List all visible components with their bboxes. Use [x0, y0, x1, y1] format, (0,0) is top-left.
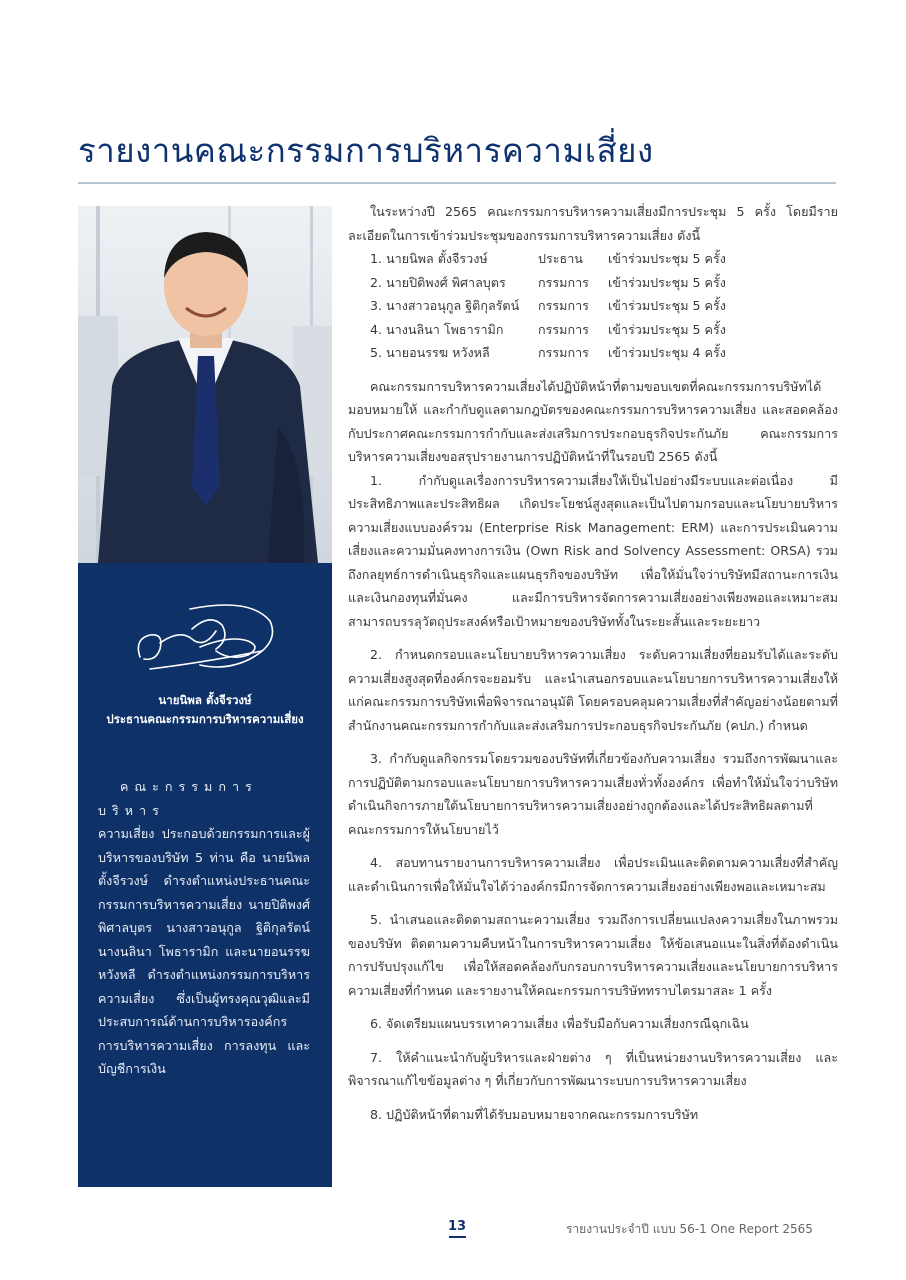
member-attendance-list: [348, 247, 838, 365]
member-attendance: เข้าร่วมประชุม 4 ครั้ง: [608, 345, 726, 360]
member-row: [370, 294, 838, 318]
committee-description-text: ความเสี่ยง ประกอบด้วยกรรมการและผู้บริหารของบริษัท 5 ท่าน คือ นายนิพล ตั้งจีรวงษ์ ดำรงตำแหน่งประธานคณะกรรมการบริหารความเสี่ยง นายปิติพงศ์ พิศาลบุตร นางสาวอนุกูล ฐิติกุลรัตน์ นางนลินา โพธารามิก และนายอนรรฆ หวังหลี ดำรงตำแหน่งกรรมการบริหารความเสี่ยง ซึ่งเป็นผู้ทรงคุณวุฒิและมีประสบการณ์ด้านการบริหารองค์กร การบริหารความเสี่ยง การลงทุน และบัญชีการเงิน: [98, 826, 310, 1076]
member-role: กรรมการ: [538, 345, 589, 360]
member-attendance: เข้าร่วมประชุม 5 ครั้ง: [608, 251, 726, 266]
duty-item-3: 3. กำกับดูแลกิจกรรมโดยรวมของบริษัทที่เกี่ยวข้องกับความเสี่ยง รวมถึงการพัฒนาและการปฏิบัติตามกรอบและนโยบายการบริหารความเสี่ยงทั่วทั้งองค์กร เพื่อทำให้มั่นใจว่าบริษัทดำเนินกิจการภายใต้นโยบายการบริหารความเสี่ยงอย่างถูกต้องและได้ประสิทธิผลตามที่คณะกรรมการให้นโยบายไว้: [348, 751, 838, 837]
member-name: 3. นางสาวอนุกูล ฐิติกุลรัตน์: [370, 298, 520, 313]
member-name: 1. นายนิพล ตั้งจีรวงษ์: [370, 251, 488, 266]
member-role: กรรมการ: [538, 298, 589, 313]
title-divider: [78, 182, 836, 184]
duty-item-7: 7. ให้คำแนะนำกับผู้บริหารและฝ่ายต่าง ๆ ที่เป็นหน่วยงานบริหารความเสี่ยง และพิจารณาแก้ไขข้อมูลต่าง ๆ ที่เกี่ยวกับการพัฒนาระบบการบริหารความเสี่ยง: [348, 1049, 838, 1088]
member-row: [370, 247, 838, 271]
committee-sidebar: [78, 563, 332, 1187]
member-role: กรรมการ: [538, 274, 589, 290]
member-name: 5. นายอนรรฆ หวังหลี: [370, 345, 490, 360]
signature-name: นายนิพล ตั้งจีรวงษ์: [158, 693, 252, 707]
member-attendance: เข้าร่วมประชุม 5 ครั้ง: [608, 321, 726, 337]
duty-item-6: 6. จัดเตรียมแผนบรรเทาความเสี่ยง เพื่อรับมือกับความเสี่ยงกรณีฉุกเฉิน: [370, 1016, 749, 1031]
duty-item-4: 4. สอบทานรายงานการบริหารความเสี่ยง เพื่อประเมินและติดตามความเสี่ยงที่สำคัญ และดำเนินการเพื่อให้มั่นใจได้ว่าองค์กรมีการจัดการความเสี่ยงอย่างเพียงพอและเหมาะสม: [348, 855, 838, 894]
duty-item-8: 8. ปฏิบัติหน้าที่ตามที่ได้รับมอบหมายจากคณะกรรมการบริษัท: [370, 1106, 699, 1122]
member-row: [370, 318, 838, 342]
duty-item-1: 1. กำกับดูแลเรื่องการบริหารความเสี่ยงให้เป็นไปอย่างมีระบบและต่อเนื่อง มีประสิทธิภาพและประสิทธิผล เกิดประโยชน์สูงสุดและเป็นไปตามกรอบและนโยบายบริหารความเสี่ยงแบบองค์รวม (Enterprise Risk Management: ERM) และการประเมินความเสี่ยงและความมั่นคงทางการเงิน (Own Risk and Solvency Assessment: ORSA) รวมถึงกลยุทธ์การดำเนินธุรกิจและแผนธุรกิจของบริษัท เพื่อให้มั่นใจว่าบริษัทมีสถานะการเงินและเงินกองทุนที่มั่นคง และมีการบริหารจัดการความเสี่ยงอย่างเพียงพอและเหมาะสม สามารถบรรลุวัตถุประสงค์หรือเป้าหมายของบริษัททั้งในระยะสั้นและระยะยาว: [348, 472, 838, 629]
member-role: ประธาน: [538, 251, 583, 266]
member-attendance: เข้าร่วมประชุม 5 ครั้ง: [608, 274, 726, 290]
member-name: 4. นางนลินา โพธารามิก: [370, 321, 504, 337]
page-number: 13: [447, 1219, 467, 1234]
footer-report-label: รายงานประจำปี แบบ 56-1 One Report 2565: [566, 1222, 813, 1236]
committee-description-lead: คณะกรรมการบริหาร: [98, 779, 258, 818]
duty-item-5: 5. นำเสนอและติดตามสถานะความเสี่ยง รวมถึงการเปลี่ยนแปลงความเสี่ยงในภาพรวมของบริษัท ติดตามความคืบหน้าในการบริหารความเสี่ยง ให้ข้อเสนอแนะในสิ่งที่ต้องดำเนินการปรับปรุงแก้ไข เพื่อให้สอดคล้องกับกรอบการบริหารความเสี่ยงและนโยบายการบริหารความเสี่ยงที่กำหนด และรายงานให้คณะกรรมการบริษัททราบไตรมาสละ 1 ครั้ง: [348, 912, 838, 998]
signature-title: ประธานคณะกรรมการบริหารความเสี่ยง: [106, 712, 304, 726]
member-role: กรรมการ: [538, 321, 589, 337]
page-title: รายงานคณะกรรมการบริหารความเสี่ยง: [78, 131, 654, 170]
member-attendance: เข้าร่วมประชุม 5 ครั้ง: [608, 298, 726, 313]
page-number-underline: [449, 1236, 466, 1238]
member-name: 2. นายปิติพงศ์ พิศาลบุตร: [370, 274, 506, 290]
member-row: [370, 341, 838, 365]
committee-description: [98, 775, 310, 1081]
signature-image: [130, 599, 280, 679]
summary-paragraph: คณะกรรมการบริหารความเสี่ยงได้ปฏิบัติหน้าที่ตามขอบเขตที่คณะกรรมการบริษัทได้มอบหมายให้ และกำกับดูแลตามกฎบัตรของคณะกรรมการบริหารความเสี่ยง และสอดคล้องกับประกาศคณะกรรมการกำกับและส่งเสริมการประกอบธุรกิจประกันภัย คณะกรรมการบริหารความเสี่ยงขอสรุปรายงานการปฏิบัติหน้าที่ในรอบปี 2565 ดังนี้: [348, 378, 838, 464]
intro-paragraph: ในระหว่างปี 2565 คณะกรรมการบริหารความเสี่ยงมีการประชุม 5 ครั้ง โดยมีรายละเอียดในการเข้าร่วมประชุมของกรรมการบริหารความเสี่ยง ดังนี้: [348, 204, 838, 243]
duty-item-2: 2. กำหนดกรอบและนโยบายบริหารความเสี่ยง ระดับความเสี่ยงที่ยอมรับได้และระดับความเสี่ยงสูงสุดที่องค์กรจะยอมรับ และนำเสนอกรอบและนโยบายการบริหารความเสี่ยงให้แก่คณะกรรมการบริษัทเพื่อพิจารณาอนุมัติ โดยครอบคลุมความเสี่ยงที่สำคัญอย่างน้อยตามที่สำนักงานคณะกรรมการกำกับและส่งเสริมการประกอบธุรกิจประกันภัย (คปภ.) กำหนด: [348, 647, 838, 733]
chairman-portrait-photo: [78, 206, 332, 563]
report-content: [348, 200, 838, 1126]
member-row: [370, 271, 838, 295]
